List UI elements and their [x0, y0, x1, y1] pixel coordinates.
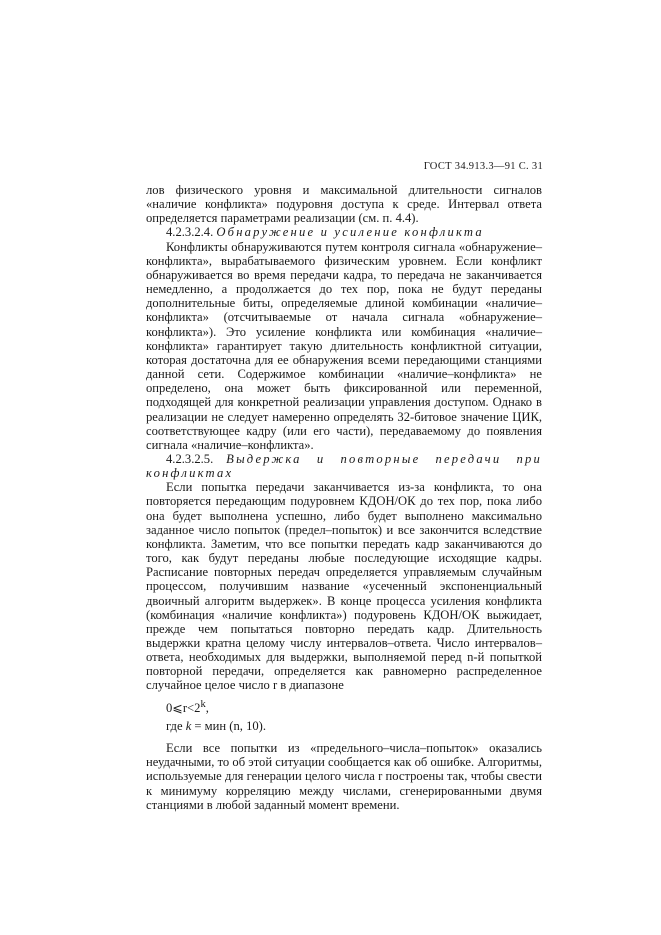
intro-paragraph: лов физического уровня и максимальной длительности сигналов «наличие конфликта» подуровня доступа к среде. Интервал ответа определяется параметрами реализации (см. п. 4.4). [146, 183, 542, 226]
formula-lhs: 0⩽r<2 [166, 700, 201, 715]
section-heading-4-2-3-2-4 [146, 225, 542, 239]
section-title: Выдержка и повторные передачи при конфликтах [146, 451, 542, 481]
where-prefix: где [166, 718, 186, 733]
where-rest: = мин (n, 10). [191, 718, 267, 733]
formula-exponent: k [200, 698, 206, 710]
where-clause [166, 719, 542, 733]
where-variable: k [185, 718, 192, 733]
section-body-4-2-3-2-5: Если попытка передачи заканчивается из-за конфликта, то она повторяется передающим подуровнем КДОН/ОК до тех пор, пока либо она будет выполнена успешно, либо будет выполнено максимально заданное число попыток (предел–попыток) и все закончится вследствие конфликта. Заметим, что все попытки передать кадр заканчиваются до того, как будут переданы любые последующие исходящие кадры. Расписание повторных передач определяется управляемым случайным процессом, получившим название «усеченный экспоненциальный двоичный алгоритм выдержек». В конце процесса усиления конфликта (комбинация «наличие конфликта») подуровень КДОН/ОК выжидает, прежде чем попытаться повторно передать кадр. Длительность выдержки кратна целому числу интервалов–ответа. Число интервалов–ответа, необходимых для выдержки, выполняемой перед n-й попыткой повторной передачи, определяется как равномерно распределенное случайное целое число r в диапазоне [146, 480, 542, 693]
closing-paragraph: Если все попытки из «предельного–числа–попыток» оказались неудачными, то об этой ситуации сообщается как об ошибке. Алгоритмы, используемые для генерации целого числа r построены так, чтобы свести к минимуму корреляцию между числами, сгенерированными двумя станциями в любой заданный момент времени. [146, 741, 542, 812]
section-number: 4.2.3.2.5. [166, 451, 214, 466]
section-heading-4-2-3-2-5 [146, 452, 542, 480]
formula-tail: , [205, 700, 209, 715]
section-title: Обнаружение и усиление конфликта [216, 225, 484, 240]
section-body-4-2-3-2-4: Конфликты обнаруживаются путем контроля сигнала «обнаружение–конфликта», вырабатываемого физическим уровнем. Если конфликт обнаруживается во время передачи кадра, то передача не заканчивается немедленно, а продолжается до тех пор, пока не будут переданы дополнительные биты, определяемые длиной комбинации «наличие–конфликта» (отсчитываемые от начала сигнала «обнаружение–конфликта»). Это усиление конфликта или комбинация «наличие–конфликта» гарантирует такую длительность конфликтной ситуации, которая достаточна для ее обнаружения всеми передающими станциями данной сети. Содержимое комбинации «наличие–конфликта» не определено, она может быть фиксированной или переменной, подходящей для конкретной реализации управления доступом. Однако в реализации не следует намеренно определять 32-битовое значение ЦИК, соответствующее кадру (или его части), передаваемому до появления сигнала «наличие–конфликта». [146, 239, 542, 452]
document-body [146, 183, 542, 812]
section-number: 4.2.3.2.4. [166, 225, 214, 240]
page-header: ГОСТ 34.913.3—91 С. 31 [423, 161, 543, 172]
range-formula [166, 698, 542, 715]
